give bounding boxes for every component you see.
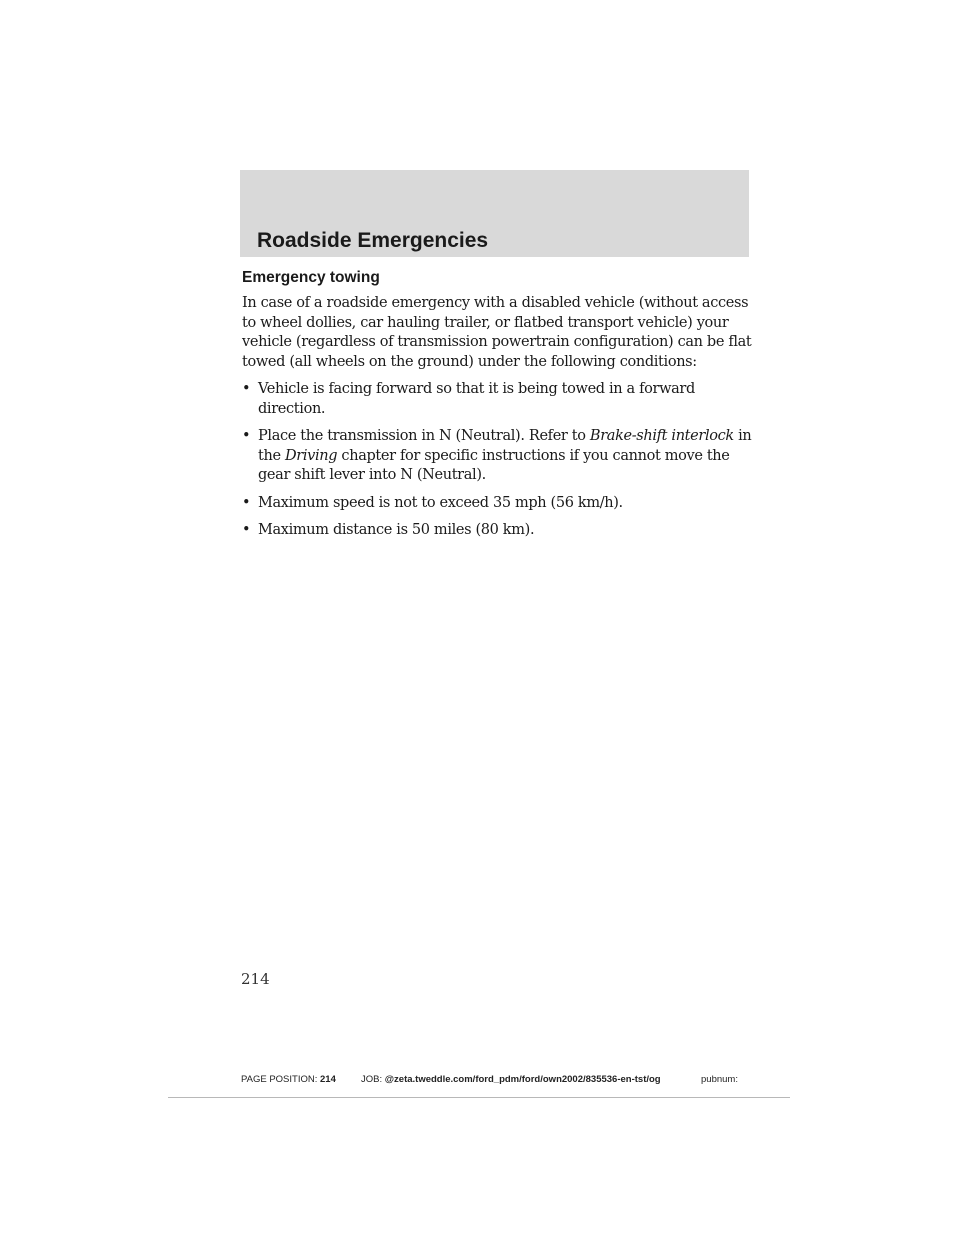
bullet-text: Place the transmission in N (Neutral). Refer to [258,428,590,444]
bullet-text: in the [258,428,752,464]
footer-label: JOB: [361,1074,383,1085]
footer-value: 214 [320,1074,336,1085]
footer-label: PAGE POSITION: [241,1074,318,1085]
bullet-icon: • [242,381,251,397]
bullet-text: Maximum speed is not to exceed 35 mph (56 km/h). [258,494,623,511]
footer-pubnum [701,1074,738,1086]
footer-value: @zeta.tweddle.com/ford_pdm/ford/own2002/835536-en-tst/og [384,1074,661,1085]
list-item [242,427,754,486]
chapter-header-band [240,170,749,257]
page-number: 214 [241,970,270,988]
bullet-text: Maximum distance is 50 miles (80 km). [258,522,535,538]
section-heading: Emergency towing [242,269,380,286]
footer-label: pubnum: [701,1074,738,1085]
bullet-text: chapter for specific instructions if you cannot move the gear shift lever into N (Neutral). [258,447,730,483]
list-item [242,380,754,419]
bullet-icon: • [242,428,251,444]
cross-reference-driving-chapter: Driving [284,447,338,464]
footer-divider [168,1097,790,1098]
footer-page-position [241,1074,336,1086]
bullet-text: Vehicle is facing forward so that it is being towed in a forward direction. [258,381,695,417]
bullet-icon: • [242,522,251,538]
bullet-icon: • [242,494,251,511]
intro-paragraph: In case of a roadside emergency with a disabled vehicle (without access to wheel dollies, car hauling trailer, or flatbed transport vehicle) your vehicle (regardless of transmission powertrain configuration) can be flat towed (all wheels on the ground) under the following conditions: [242,295,752,370]
conditions-list [242,380,754,541]
list-item [242,521,754,541]
list-item [242,494,754,514]
page-content [242,268,754,549]
chapter-title: Roadside Emergencies [257,229,489,252]
footer-job [361,1074,661,1086]
cross-reference-brake-shift-interlock: Brake-shift interlock [589,428,734,444]
